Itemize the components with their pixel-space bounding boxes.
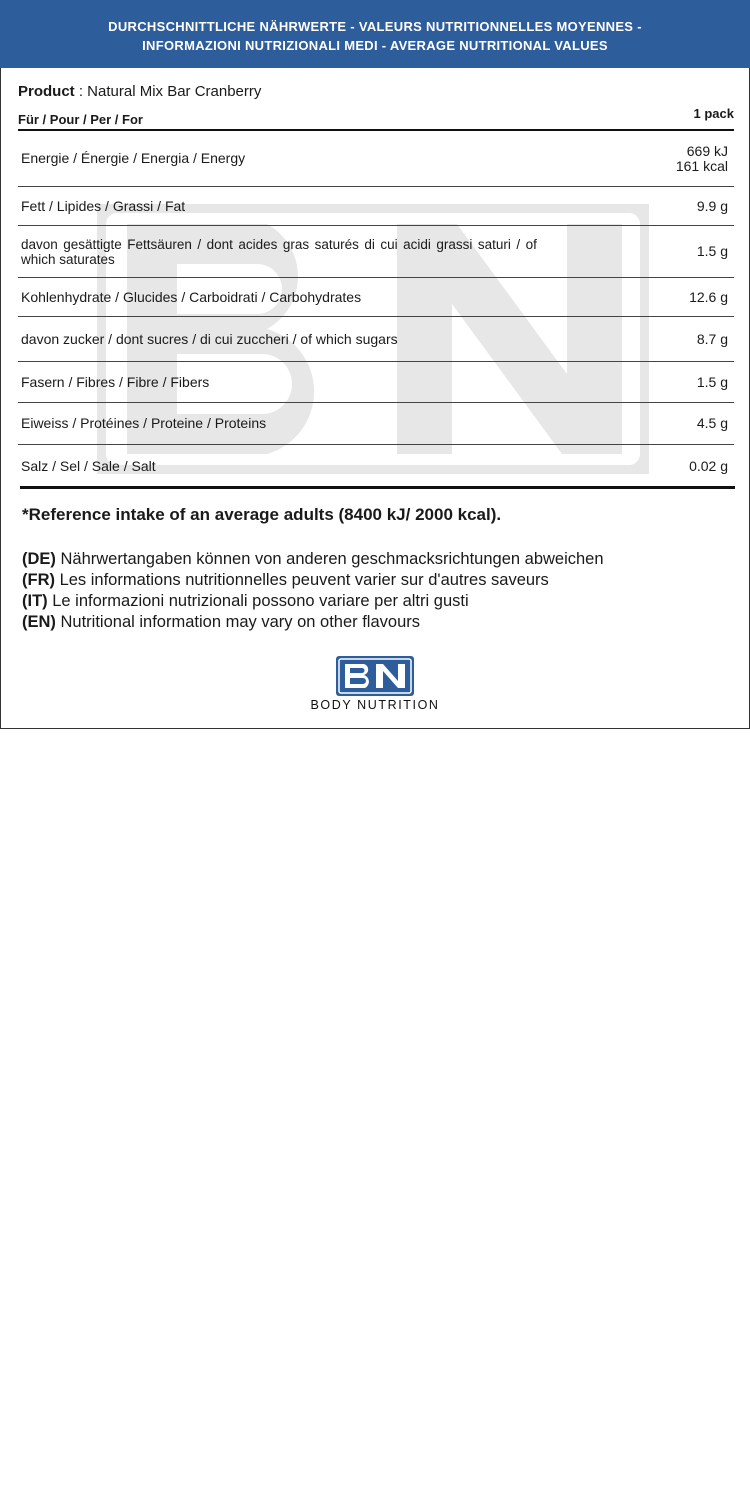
note-text: Nährwertangaben können von anderen geschmacksrichtungen abweichen — [55, 550, 604, 568]
energy-kj-value: 669 kJ — [686, 142, 728, 159]
row-label: Energie / Énergie / Energia / Energy — [21, 150, 246, 166]
table-row-energy — [18, 131, 734, 187]
row-value: 4.5 g — [696, 415, 728, 431]
note-text: Le informazioni nutrizionali possono variare per altri gusti — [47, 592, 469, 610]
row-value: 9.9 g — [696, 197, 728, 214]
note-en — [22, 612, 604, 633]
per-label: Für / Pour / Per / For — [18, 112, 143, 127]
per-serving-label: 1 pack — [693, 106, 734, 121]
note-de — [22, 549, 604, 570]
per-header-row — [18, 106, 734, 130]
row-label: davon zucker / dont sucres / di cui zuccheri / of which sugars — [21, 330, 398, 347]
row-value: 0.02 g — [689, 457, 728, 474]
nutrition-table — [18, 131, 734, 487]
row-value: 1.5 g — [696, 373, 728, 390]
row-label: Kohlenhydrate / Glucides / Carboidrati / Carbohydrates — [21, 288, 362, 305]
flavour-disclaimer — [22, 549, 604, 633]
row-label: Fett / Lipides / Grassi / Fat — [21, 197, 186, 214]
row-value: 8.7 g — [696, 330, 728, 347]
product-name: : Natural Mix Bar Cranberry — [74, 83, 262, 100]
note-code: (FR) — [22, 571, 55, 589]
note-code: (EN) — [22, 613, 56, 631]
note-fr — [22, 570, 604, 591]
table-row-fibers — [18, 362, 734, 403]
note-code: (DE) — [22, 550, 56, 568]
header-line-2: INFORMAZIONI NUTRIZIONALI MEDI - AVERAGE NUTRITIONAL VALUES — [142, 38, 608, 53]
bn-logo-icon — [336, 656, 414, 696]
energy-kcal-value: 161 kcal — [675, 157, 728, 174]
row-value: 1.5 g — [696, 243, 728, 259]
row-label: Fasern / Fibres / Fibre / Fibers — [21, 373, 210, 390]
note-text: Les informations nutritionnelles peuvent varier sur d'autres saveurs — [54, 571, 549, 589]
note-text: Nutritional information may vary on other flavours — [55, 613, 420, 631]
product-line — [18, 83, 261, 100]
table-row-sugars — [18, 317, 734, 362]
body-nutrition-logo — [289, 656, 461, 716]
table-row-proteins — [18, 403, 734, 445]
row-label: Eiweiss / Protéines / Proteine / Proteins — [21, 415, 267, 431]
product-label: Product — [18, 83, 75, 100]
row-value: 12.6 g — [689, 288, 728, 305]
row-label: davon gesättigte Fettsäuren / dont acides gras saturés di cui acidi grassi saturi / of which saturates — [21, 236, 537, 267]
row-value — [676, 144, 734, 174]
table-row-salt — [18, 445, 734, 487]
table-bottom-divider — [20, 486, 735, 489]
header-line-1: DURCHSCHNITTLICHE NÄHRWERTE - VALEURS NUTRITIONNELLES MOYENNES - — [108, 19, 642, 34]
header-banner — [0, 0, 750, 68]
logo-wordmark: BODY NUTRITION — [310, 698, 440, 712]
table-row-carbohydrates — [18, 278, 734, 317]
note-it — [22, 591, 604, 612]
row-label: Salz / Sel / Sale / Salt — [21, 457, 156, 474]
nutrition-card — [0, 68, 750, 729]
table-row-fat — [18, 187, 734, 226]
note-code: (IT) — [22, 592, 48, 610]
table-row-saturates — [18, 226, 734, 278]
reference-intake-note: *Reference intake of an average adults (8400 kJ/ 2000 kcal). — [22, 505, 502, 524]
